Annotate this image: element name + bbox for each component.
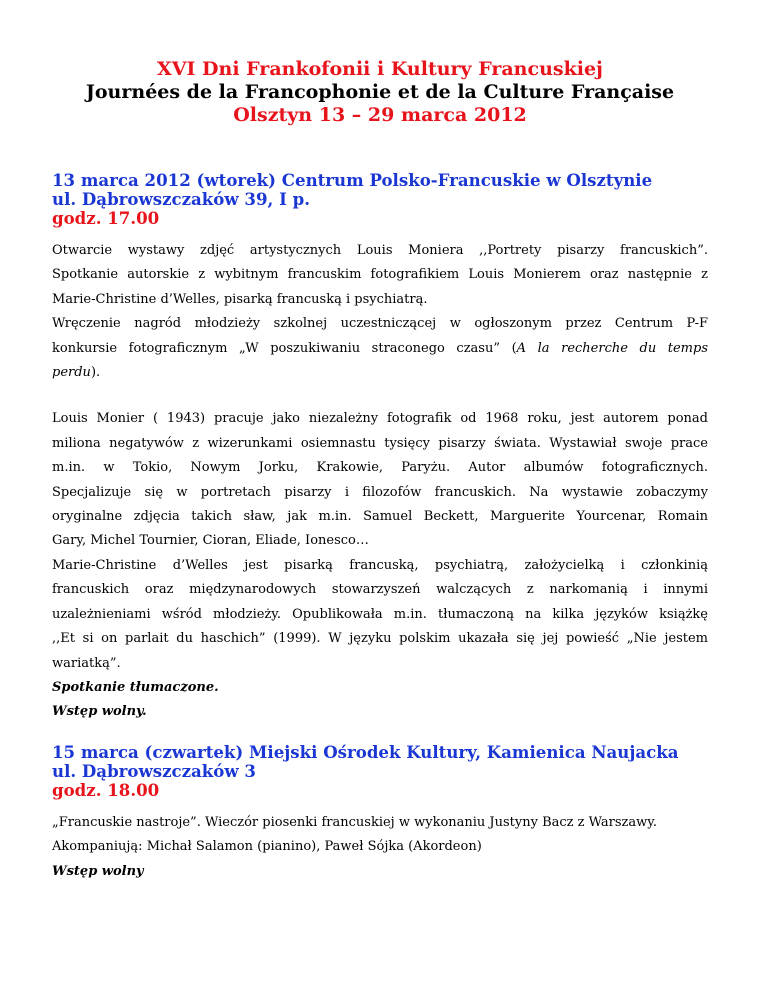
event-1-line: francuskich oraz międzynarodowych stowarzyszeń walczących z narkomanią i innymi	[52, 582, 708, 598]
text-run: ).	[90, 365, 101, 381]
event-2-line: Akompaniują: Michał Salamon (pianino), Paweł Sójka (Akordeon)	[52, 839, 482, 855]
event-2-heading: 15 marca (czwartek) Miejski Ośrodek Kultury, Kamienica Naujacka	[52, 741, 679, 762]
event-1-line: Otwarcie wystawy zdjęć artystycznych Louis Moniera ,,Portrety pisarzy francuskich”.	[52, 243, 708, 258]
event-1-line: Marie-Christine d’Welles, pisarką francuską i psychiatrą.	[52, 291, 428, 307]
free-entry-note: Wstęp wolny.	[52, 704, 147, 720]
title-line-dates: Olsztyn 13 – 29 marca 2012	[233, 104, 527, 126]
event-2-time: godz. 18.00	[52, 779, 160, 800]
event-1-line: Specjalizuje się w portretach pisarzy i filozofów francuskich. Na wystawie zobaczymy	[52, 484, 708, 500]
event-1-line	[52, 361, 708, 385]
event-1-address: ul. Dąbrowszczaków 39, I p.	[52, 189, 310, 209]
event-2-line: „Francuskie nastroje”. Wieczór piosenki francuskiej w wykonaniu Justyny Bacz z Warszawy.	[52, 814, 657, 830]
event-1-line: ,,Et si on parlait du haschich” (1999). W języku polskim ukazała się jej powieść „Nie jestem	[52, 631, 708, 647]
event-1-line: Louis Monier ( 1943) pracuje jako niezależny fotografik od 1968 roku, jest autorem ponad	[52, 411, 708, 427]
event-1-line: Gary, Michel Tournier, Cioran, Eliade, Ionesco…	[52, 533, 369, 549]
event-1-line: wariatką”.	[52, 655, 121, 671]
event-1	[52, 171, 708, 725]
event-1-time: godz. 17.00	[52, 208, 160, 228]
event-2-address: ul. Dąbrowszczaków 3	[52, 760, 256, 781]
event-1-line: miliona negatywów z wizerunkami osiemnastu tysięcy pisarzy świata. Wystawiał swoje prace	[52, 435, 708, 451]
event-1-line: m.in. w Tokio, Nowym Jorku, Krakowie, Paryżu. Autor albumów fotograficznych.	[52, 460, 708, 476]
free-entry-note: Wstęp wolny	[52, 863, 144, 879]
event-1-line	[52, 337, 708, 361]
event-1-line: Spotkanie autorskie z wybitnym francuskim fotografikiem Louis Monierem oraz następnie z	[52, 267, 708, 283]
event-1-line: oryginalne zdjęcia takich sław, jak m.in. Samuel Beckett, Marguerite Yourcenar, Romain	[52, 509, 708, 525]
event-2	[52, 743, 708, 884]
translation-note: Spotkanie tłumaczone.	[52, 679, 219, 695]
event-1-line: uzależnieniami wśród młodzieży. Opublikowała m.in. tłumaczoną na kilka języków książkę	[52, 606, 708, 622]
event-1-line: Marie-Christine d’Welles jest pisarką francuską, psychiatrą, założycielką i członkinią	[52, 557, 708, 573]
title-line-french: Journées de la Francophonie et de la Culture Française	[85, 81, 675, 103]
document-page	[52, 58, 708, 884]
event-1-line: Wręczenie nagród młodzieży szkolnej uczestniczącej w ogłoszonym przez Centrum P-F	[52, 316, 708, 332]
title-line-polish: XVI Dni Frankofonii i Kultury Francuskiej	[157, 58, 603, 80]
italic-title: A la recherche du temps	[516, 340, 708, 356]
italic-title: perdu	[52, 365, 91, 381]
text-run: konkursie fotograficznym „W poszukiwaniu straconego czasu” (	[52, 340, 517, 356]
event-1-heading: 13 marca 2012 (wtorek) Centrum Polsko-Francuskie w Olsztynie	[52, 170, 653, 190]
